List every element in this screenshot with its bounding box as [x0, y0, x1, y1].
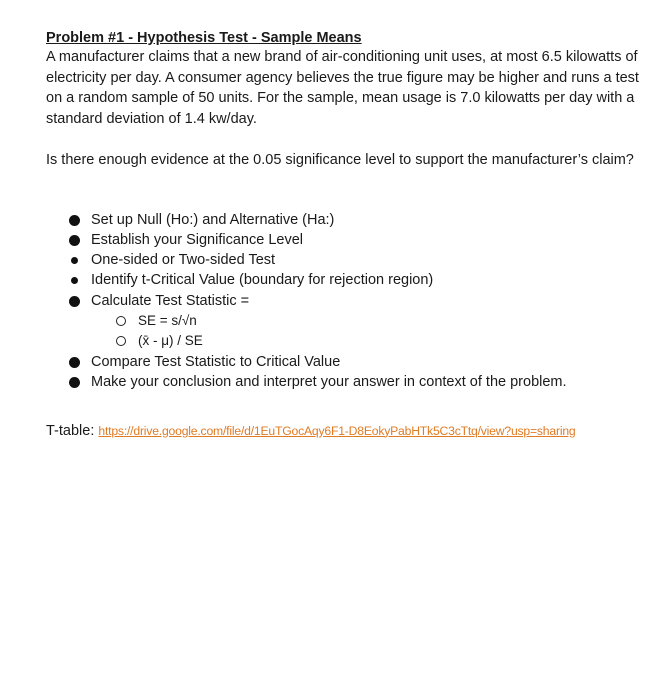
list-item — [46, 291, 646, 311]
list-item — [46, 311, 646, 332]
ttable-line — [46, 422, 646, 440]
sublist-container — [46, 311, 646, 352]
ttable-link[interactable]: https://drive.google.com/file/d/1EuTGocAqy6F1-D8EokyPabHTk5C3cTtq/view?usp=sharing — [98, 423, 576, 438]
ttable-label: T-table: — [46, 422, 99, 439]
step-text: Set up Null (Ho:) and Alternative (Ha:) — [91, 211, 335, 228]
list-item — [46, 331, 646, 352]
substep-text: (x̄ - μ) / SE — [138, 333, 203, 349]
circle-bullet-icon — [116, 316, 126, 326]
step-text: Compare Test Statistic to Critical Value — [91, 353, 341, 370]
list-item — [46, 230, 646, 250]
bullet-icon — [69, 357, 80, 368]
problem-body: A manufacturer claims that a new brand of air-conditioning unit uses, at most 6.5 kilowatts of electricity per day. A consumer agency believes the true figure may be higher and runs a test on a random sample of 50 units. For the sample, mean usage is 7.0 kilowatts per day with a standard deviation of 1.4 kw/day. — [46, 49, 639, 127]
bullet-icon — [69, 215, 80, 226]
problem-title: Problem #1 - Hypothesis Test - Sample Means — [46, 30, 362, 46]
bullet-icon — [69, 235, 80, 246]
substep-text: SE = s/√n — [138, 312, 197, 328]
bullet-icon — [71, 277, 78, 284]
step-text: Calculate Test Statistic = — [91, 292, 250, 309]
document — [46, 29, 646, 440]
step-text: Make your conclusion and interpret your answer in context of the problem. — [91, 374, 567, 391]
step-text: One-sided or Two-sided Test — [91, 252, 276, 269]
list-item — [46, 352, 646, 372]
list-item — [46, 210, 646, 230]
bullet-icon — [69, 377, 80, 388]
step-text: Identify t-Critical Value (boundary for rejection region) — [91, 272, 434, 289]
bullet-icon — [71, 257, 78, 264]
list-item — [46, 250, 646, 270]
substeps-list — [46, 311, 646, 352]
list-item — [46, 270, 646, 290]
list-item — [46, 372, 646, 392]
problem-question: Is there enough evidence at the 0.05 significance level to support the manufacturer’s claim? — [46, 152, 634, 168]
circle-bullet-icon — [116, 336, 126, 346]
step-text: Establish your Significance Level — [91, 231, 303, 248]
steps-list — [46, 210, 646, 393]
bullet-icon — [69, 296, 80, 307]
